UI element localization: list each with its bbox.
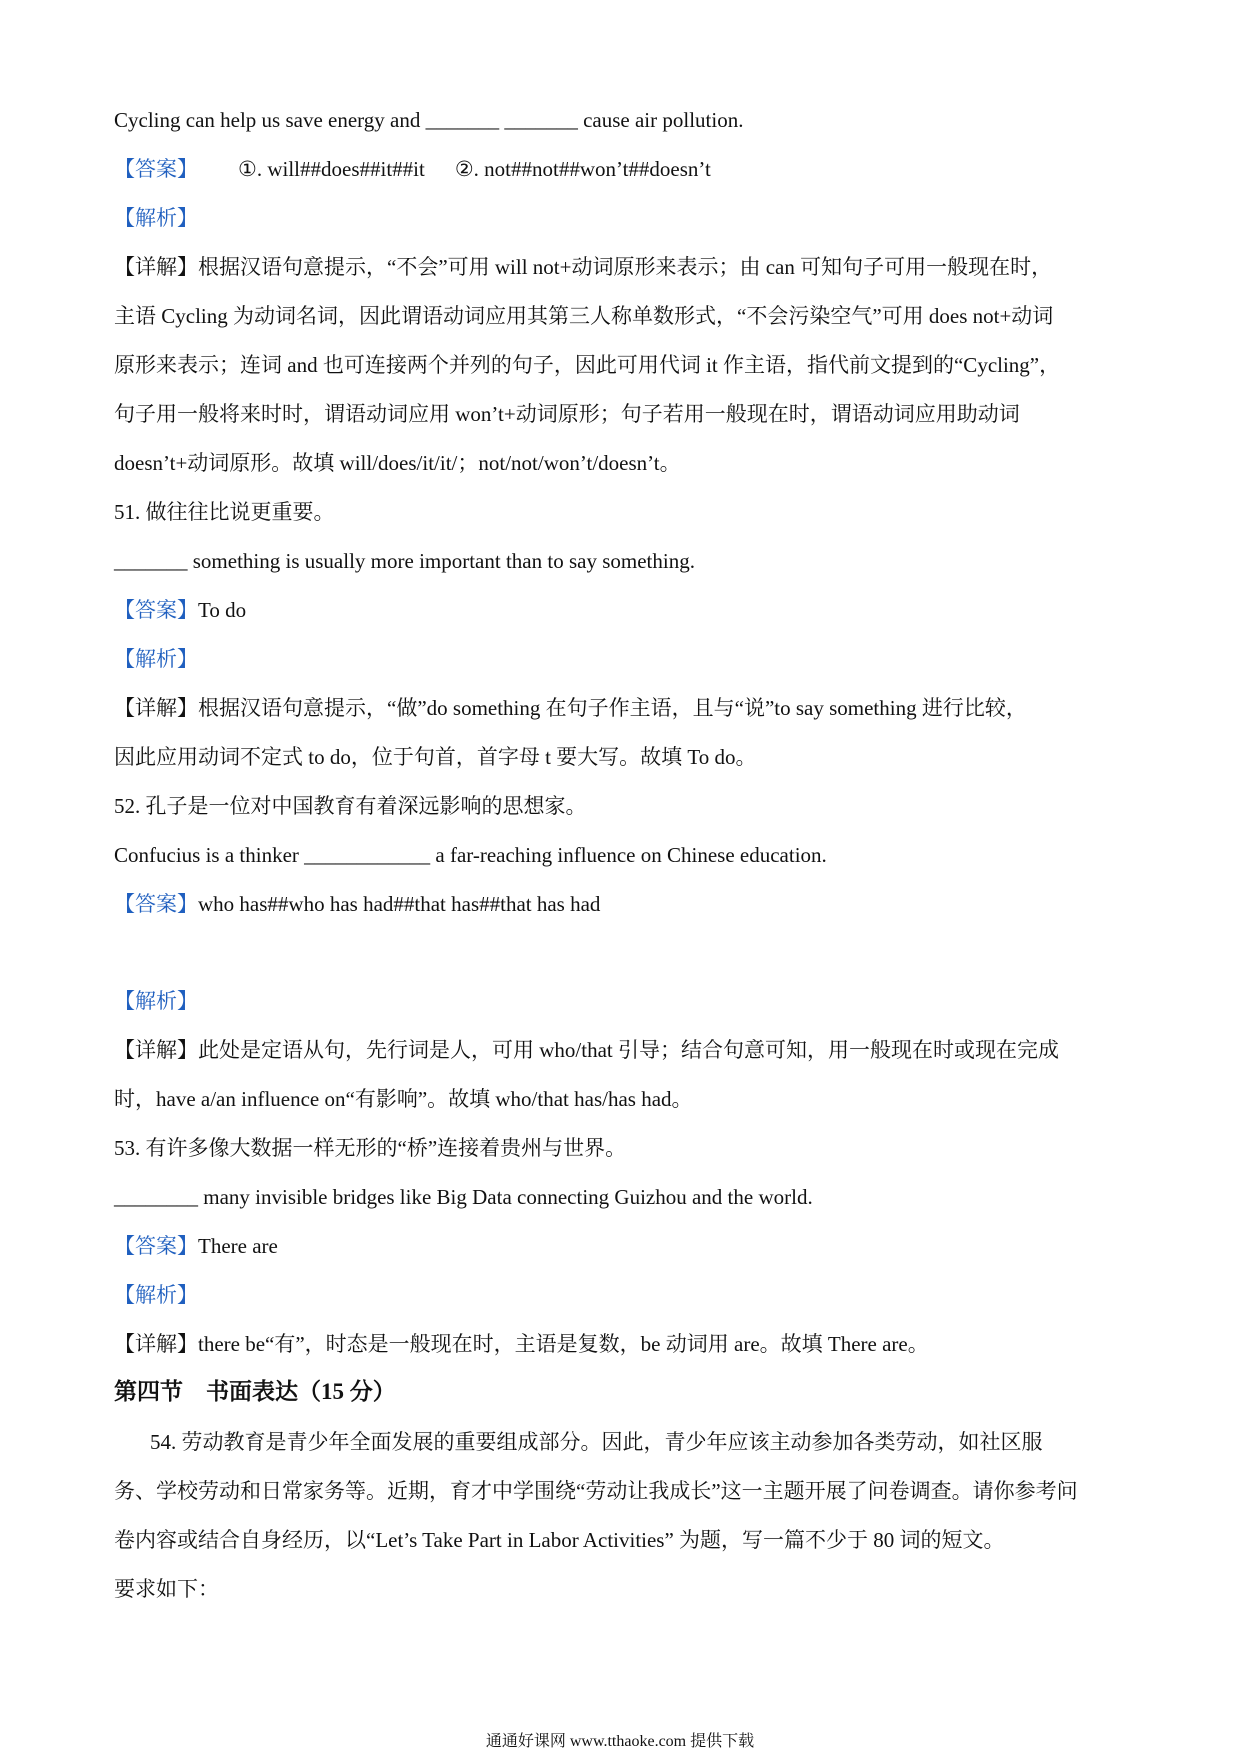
q52-detail-line: 【详解】此处是定语从句，先行词是人，可用 who/that 引导；结合句意可知，用一般现在时或现在完成: [114, 1038, 1059, 1062]
q50-answer-1: ①. will##does##it##it: [238, 157, 425, 181]
q51-detail-line: 【详解】根据汉语句意提示，“做”do something 在句子作主语，且与“说”to say something 进行比较，: [114, 696, 1027, 720]
answer-tag: 【答案】: [114, 1234, 198, 1258]
q50-sentence: Cycling can help us save energy and _______ _______ cause air pollution.: [114, 108, 744, 132]
q51-sentence: _______ something is usually more important than to say something.: [114, 549, 695, 573]
q51-detail-line: 因此应用动词不定式 to do，位于句首，首字母 t 要大写。故填 To do。: [114, 745, 757, 769]
q50-detail-line: doesn’t+动词原形。故填 will/does/it/it/；not/not/won’t/doesn’t。: [114, 451, 681, 475]
q53-sentence: ________ many invisible bridges like Big Data connecting Guizhou and the world.: [114, 1185, 813, 1209]
q52-sentence: Confucius is a thinker ____________ a far-reaching influence on Chinese education.: [114, 843, 827, 867]
q51-prompt: 51. 做往往比说更重要。: [114, 500, 335, 524]
q53-answer-line: [114, 1231, 1124, 1261]
answer-tag: 【答案】: [114, 598, 198, 622]
q53-prompt: 53. 有许多像大数据一样无形的“桥”连接着贵州与世界。: [114, 1136, 627, 1160]
q51-answer: To do: [198, 598, 247, 622]
q54-line: 卷内容或结合自身经历，以“Let’s Take Part in Labor Activities” 为题，写一篇不少于 80 词的短文。: [114, 1528, 1005, 1552]
answer-tag: 【答案】: [114, 157, 198, 181]
q54-line: 务、学校劳动和日常家务等。近期，育才中学围绕“劳动让我成长”这一主题开展了问卷调查。请你参考问: [114, 1479, 1078, 1503]
q50-detail-line: 原形来表示；连词 and 也可连接两个并列的句子，因此可用代词 it 作主语，指代前文提到的“Cycling”，: [114, 353, 1061, 377]
analysis-tag: 【解析】: [114, 206, 198, 230]
q54-line: 54. 劳动教育是青少年全面发展的重要组成部分。因此，青少年应该主动参加各类劳动，如社区服: [150, 1430, 1043, 1454]
answer-tag: 【答案】: [114, 892, 198, 916]
q50-answer-2: ②. not##not##won’t##doesn’t: [454, 157, 711, 181]
analysis-tag: 【解析】: [114, 647, 198, 671]
q50-detail-line: 主语 Cycling 为动词名词，因此谓语动词应用其第三人称单数形式，“不会污染空气”可用 does not+动词: [114, 304, 1054, 328]
section-heading: 第四节 书面表达（15 分）: [114, 1379, 396, 1404]
q50-answer-line: [114, 154, 1124, 184]
q54-line: 要求如下：: [114, 1577, 219, 1601]
q53-detail-line: 【详解】there be“有”，时态是一般现在时，主语是复数，be 动词用 are。故填 There are。: [114, 1332, 929, 1356]
analysis-tag: 【解析】: [114, 989, 198, 1013]
q50-detail-line: 句子用一般将来时时，谓语动词应用 won’t+动词原形；句子若用一般现在时，谓语动词应用助动词: [114, 402, 1020, 426]
page-footer: 通通好课网 www.tthaoke.com 提供下载: [485, 1733, 755, 1750]
analysis-tag: 【解析】: [114, 1283, 198, 1307]
q52-prompt: 52. 孔子是一位对中国教育有着深远影响的思想家。: [114, 794, 587, 818]
q52-answer-line: [114, 889, 1124, 919]
q50-detail-line: 【详解】根据汉语句意提示，“不会”可用 will not+动词原形来表示；由 can 可知句子可用一般现在时，: [114, 255, 1053, 279]
q52-answer: who has##who has had##that has##that has had: [198, 892, 601, 916]
q51-answer-line: [114, 595, 1124, 625]
q53-answer: There are: [198, 1234, 278, 1258]
q52-detail-line: 时，have a/an influence on“有影响”。故填 who/that has/has had。: [114, 1087, 693, 1111]
